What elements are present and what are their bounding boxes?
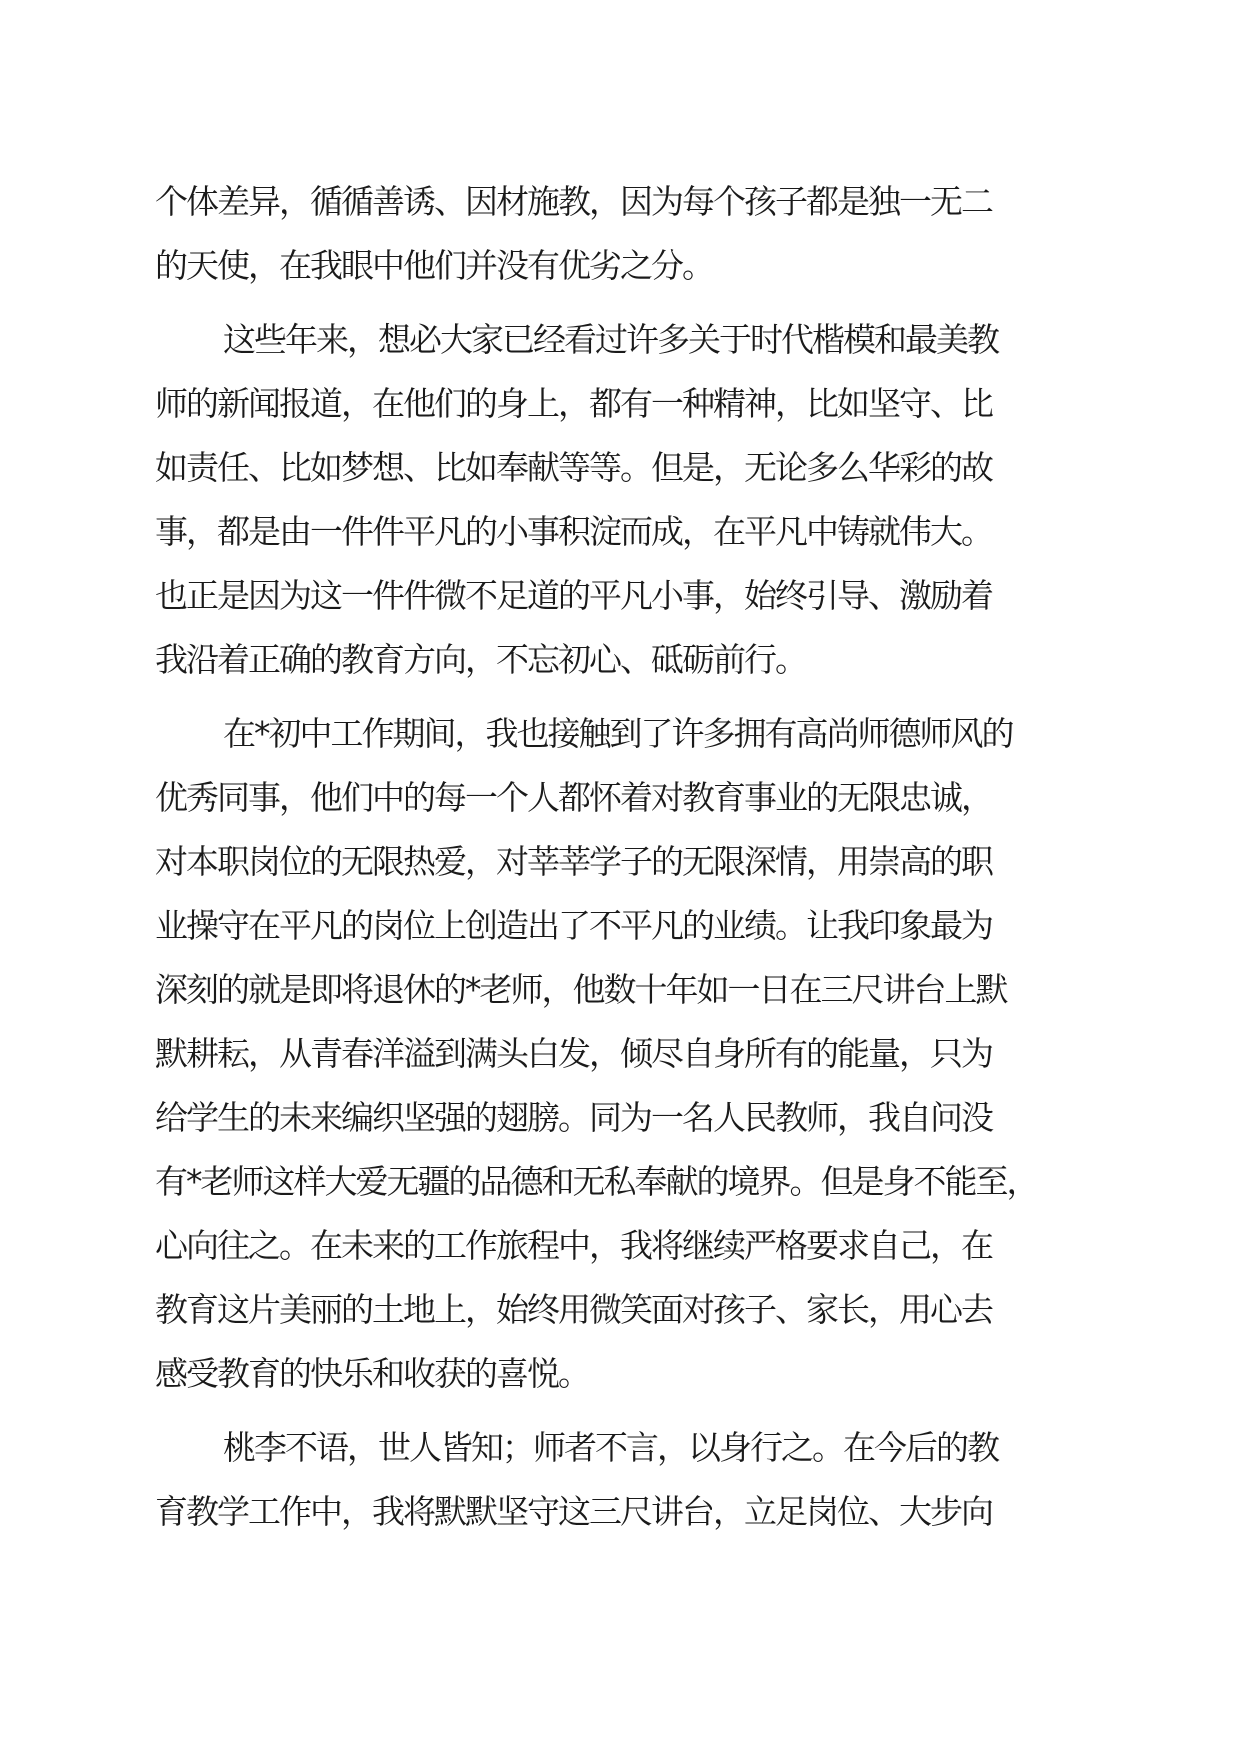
text-line-20: 桃李不语，世人皆知；师者不言，以身行之。在今后的教 <box>223 1428 998 1467</box>
text-line-8: 我沿着正确的教育方向，不忘初心、砥砺前行。 <box>155 640 806 679</box>
text-line-16: 有*老师这样大爱无疆的品德和无私奉献的境界。但是身不能至， <box>155 1162 1038 1201</box>
text-line-9: 在*初中工作期间，我也接触到了许多拥有高尚师德师风的 <box>223 714 1013 753</box>
text-line-18: 教育这片美丽的土地上，始终用微笑面对孩子、家长，用心去 <box>155 1290 992 1329</box>
text-line-13: 深刻的就是即将退休的*老师，他数十年如一日在三尺讲台上默 <box>155 970 1007 1009</box>
text-line-10: 优秀同事，他们中的每一个人都怀着对教育事业的无限忠诚， <box>155 778 992 817</box>
text-line-15: 给学生的未来编织坚强的翅膀。同为一名人民教师，我自问没 <box>155 1098 992 1137</box>
text-line-21: 育教学工作中，我将默默坚守这三尺讲台，立足岗位、大步向 <box>155 1492 992 1531</box>
text-line-5: 如责任、比如梦想、比如奉献等等。但是，无论多么华彩的故 <box>155 448 992 487</box>
text-line-11: 对本职岗位的无限热爱，对莘莘学子的无限深情，用崇高的职 <box>155 842 992 881</box>
text-line-19: 感受教育的快乐和收获的喜悦。 <box>155 1354 589 1393</box>
text-line-2: 的天使，在我眼中他们并没有优劣之分。 <box>155 246 713 285</box>
text-line-3: 这些年来，想必大家已经看过许多关于时代楷模和最美教 <box>223 320 998 359</box>
text-line-1: 个体差异，循循善诱、因材施教，因为每个孩子都是独一无二 <box>155 182 992 221</box>
text-line-4: 师的新闻报道，在他们的身上，都有一种精神，比如坚守、比 <box>155 384 992 423</box>
text-line-14: 默耕耘，从青春洋溢到满头白发，倾尽自身所有的能量，只为 <box>155 1034 992 1073</box>
text-line-7: 也正是因为这一件件微不足道的平凡小事，始终引导、激励着 <box>155 576 992 615</box>
text-line-17: 心向往之。在未来的工作旅程中，我将继续严格要求自己，在 <box>155 1226 992 1265</box>
text-line-6: 事，都是由一件件平凡的小事积淀而成，在平凡中铸就伟大。 <box>155 512 992 551</box>
text-line-12: 业操守在平凡的岗位上创造出了不平凡的业绩。让我印象最为 <box>155 906 992 945</box>
